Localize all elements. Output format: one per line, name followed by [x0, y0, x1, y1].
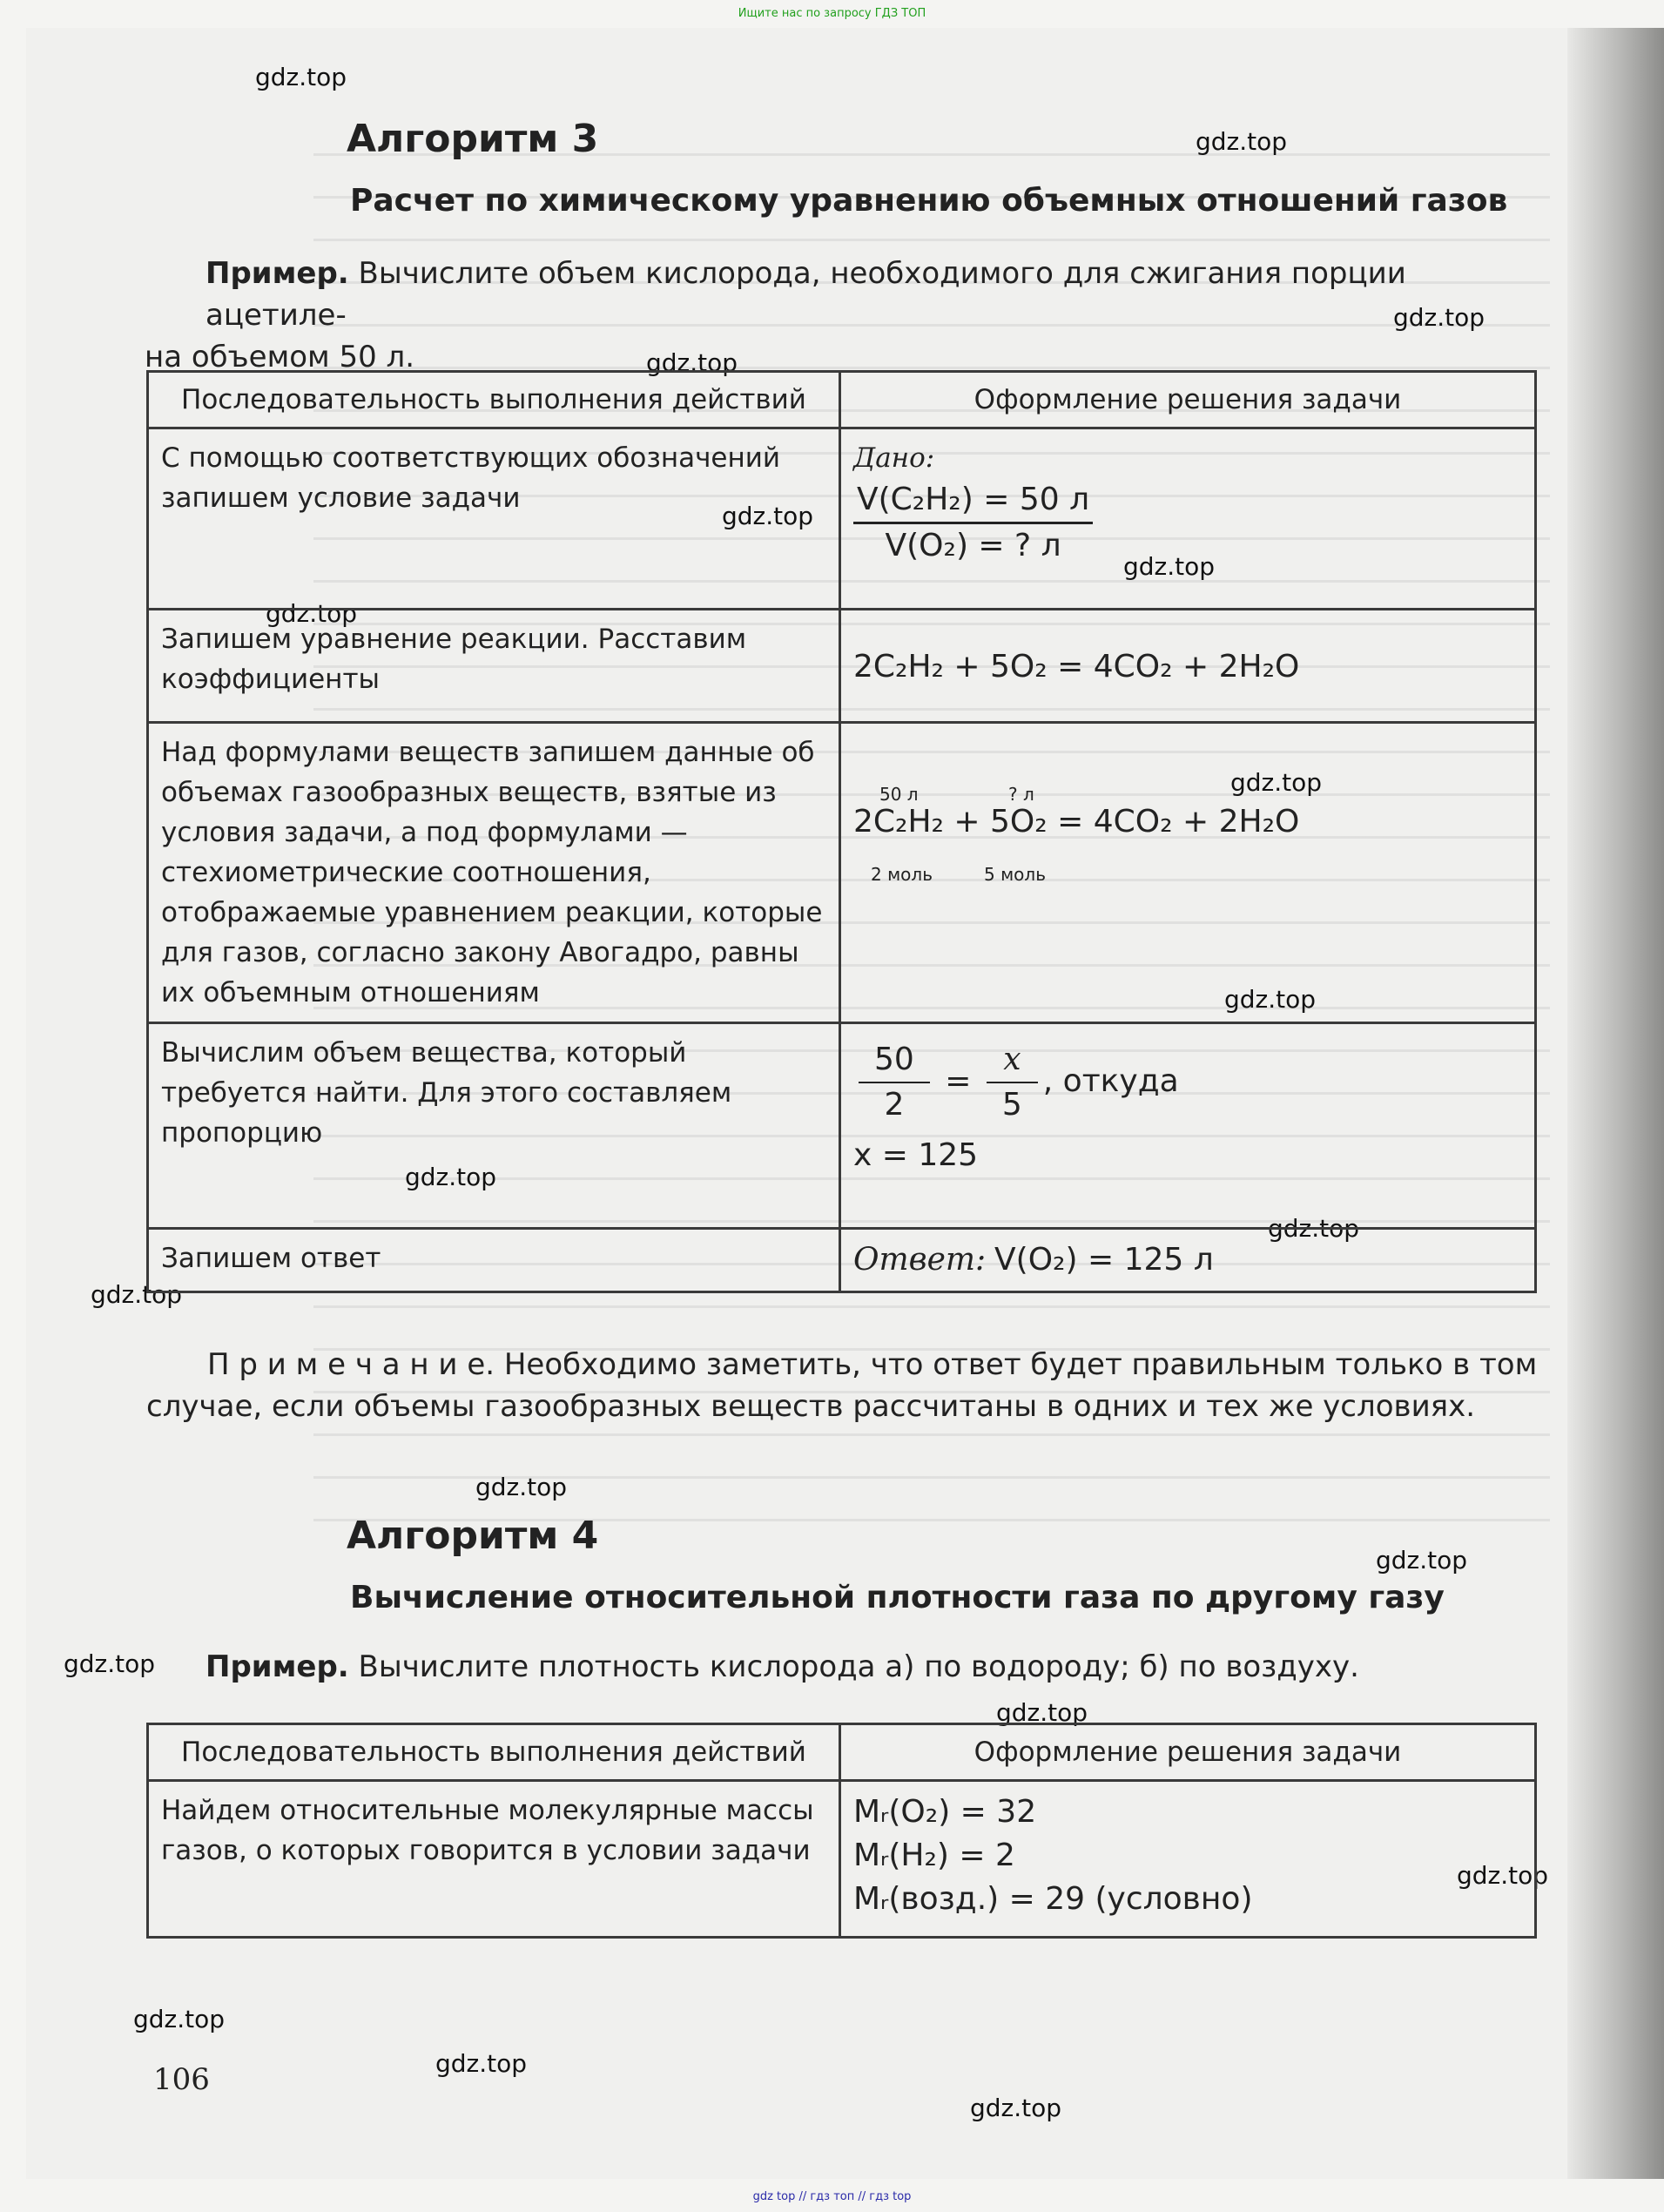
table-row: [148, 723, 1536, 1023]
watermark: gdz.top: [1224, 985, 1317, 1014]
algorithm-3-note: П р и м е ч а н и е. Необходимо заметить, что ответ будет правильным только в том случае, если объемы газообразных веществ рассчитаны в одних и тех же условиях.: [146, 1347, 1538, 1424]
volume-above-o2: ? л: [1008, 784, 1034, 805]
mass-h2: Mᵣ(H₂) = 2: [853, 1838, 1015, 1873]
watermark: gdz.top: [722, 502, 814, 530]
table-header-row: [148, 372, 1536, 428]
table-row: [148, 1781, 1536, 1938]
given-label: Дано:: [853, 442, 935, 474]
equation-text: 2C₂H₂ + 5O₂ = 4CO₂ + 2H₂O: [853, 649, 1300, 685]
mass-o2: Mᵣ(O₂) = 32: [853, 1794, 1037, 1830]
fraction-denominator: 2: [884, 1087, 905, 1123]
moles-below-c2h2: 2 моль: [871, 864, 933, 885]
watermark: gdz.top: [266, 599, 358, 628]
column-header-solution: Оформление решения задачи: [840, 372, 1536, 428]
algorithm-4-example: [205, 1646, 1546, 1688]
reaction-equation: [840, 610, 1536, 723]
watermark: gdz.top: [255, 63, 347, 91]
example-text: Вычислите плотность кислорода а) по водороду; б) по воздуху.: [358, 1649, 1359, 1684]
watermark: gdz.top: [1230, 768, 1323, 797]
table-row: [148, 1229, 1536, 1292]
column-header-solution: Оформление решения задачи: [840, 1724, 1536, 1781]
algorithm-3-table: [146, 370, 1537, 1293]
example-label: Пример.: [205, 256, 349, 291]
table-row: [148, 428, 1536, 610]
proportion-suffix: , откуда: [1042, 1063, 1179, 1099]
fraction-denominator: 5: [1001, 1087, 1022, 1123]
step-text: С помощью соответствующих обозначений запишем условие задачи: [148, 428, 840, 610]
answer-value: V(O₂) = 125 л: [994, 1242, 1214, 1278]
book-spine-shadow: [1567, 28, 1664, 2179]
moles-below-o2: 5 моль: [984, 864, 1046, 885]
watermark: gdz.top: [133, 2005, 226, 2033]
mass-air: Mᵣ(возд.) = 29 (условно): [853, 1881, 1253, 1917]
watermark: gdz.top: [435, 2049, 528, 2078]
table-row: [148, 610, 1536, 723]
volume-above-c2h2: 50 л: [879, 784, 919, 805]
step-text: Вычислим объем вещества, который требуется найти. Для этого составляем пропорцию: [148, 1023, 840, 1229]
algorithm-4-table: [146, 1723, 1537, 1939]
watermark: gdz.top: [996, 1698, 1088, 1727]
watermark: gdz.top: [475, 1473, 568, 1501]
algorithm-3-example: [145, 253, 1546, 378]
step-text: Найдем относительные молекулярные массы газов, о которых говорится в условии задачи: [148, 1781, 840, 1938]
algorithm-3-subtitle: Расчет по химическому уравнению объемных отношений газов: [350, 183, 1508, 219]
unknown-value: V(O₂) = ? л: [885, 528, 1061, 563]
watermark: gdz.top: [1196, 127, 1288, 156]
watermark: gdz.top: [64, 1649, 156, 1678]
solution-given: [840, 428, 1536, 610]
watermark: gdz.top: [1457, 1861, 1549, 1890]
answer: [840, 1229, 1536, 1292]
step-text: Запишем уравнение реакции. Расставим коэффициенты: [148, 610, 840, 723]
step-text: Над формулами веществ запишем данные об объемах газообразных веществ, взятые из условия задачи, а под формулами — стехиометрические соотношения, отображаемые уравнением реакции, которые для газов, согласно закону Авогадро, равны их объемным отношениям: [148, 723, 840, 1023]
watermark: gdz.top: [1376, 1546, 1468, 1575]
fraction-1: [859, 1038, 930, 1127]
proportion-result: x = 125: [853, 1137, 979, 1173]
table-row: [148, 1023, 1536, 1229]
fraction-numerator: x: [987, 1038, 1038, 1083]
molecular-masses: [840, 1781, 1536, 1938]
fraction-numerator: 50: [859, 1038, 930, 1083]
algorithm-4-title: Алгоритм 4: [347, 1514, 599, 1558]
equation-text: 2C₂H₂ + 5O₂ = 4CO₂ + 2H₂O: [853, 804, 1300, 840]
example-label: Пример.: [205, 1649, 349, 1684]
fraction-2: [987, 1038, 1038, 1127]
page-number: 106: [153, 2062, 210, 2097]
watermark: gdz.top: [1268, 1214, 1360, 1243]
watermark: gdz.top: [1123, 552, 1216, 581]
top-banner: Ищите нас по запросу ГДЗ ТОП: [738, 7, 926, 20]
annotated-equation: [840, 723, 1536, 1023]
column-header-steps: Последовательность выполнения действий: [148, 372, 840, 428]
table-header-row: [148, 1724, 1536, 1781]
example-text-cont: на объемом 50 л.: [145, 340, 415, 374]
proportion: [840, 1023, 1536, 1229]
watermark: gdz.top: [91, 1280, 183, 1309]
watermark: gdz.top: [646, 348, 738, 377]
watermark: gdz.top: [405, 1163, 497, 1191]
algorithm-4-subtitle: Вычисление относительной плотности газа по другому газу: [350, 1580, 1445, 1615]
equals-sign: =: [945, 1063, 972, 1099]
answer-label: Ответ:: [853, 1242, 987, 1278]
given-value: V(C₂H₂) = 50 л: [853, 478, 1093, 524]
watermark: gdz.top: [1393, 303, 1485, 332]
step-text: Запишем ответ: [148, 1229, 840, 1292]
column-header-steps: Последовательность выполнения действий: [148, 1724, 840, 1781]
algorithm-3-title: Алгоритм 3: [347, 117, 599, 161]
example-text: Вычислите объем кислорода, необходимого для сжигания порции ацетиле-: [205, 256, 1406, 333]
bottom-banner: gdz top // гдз топ // гдз top: [752, 2190, 912, 2203]
watermark: gdz.top: [970, 2094, 1062, 2122]
